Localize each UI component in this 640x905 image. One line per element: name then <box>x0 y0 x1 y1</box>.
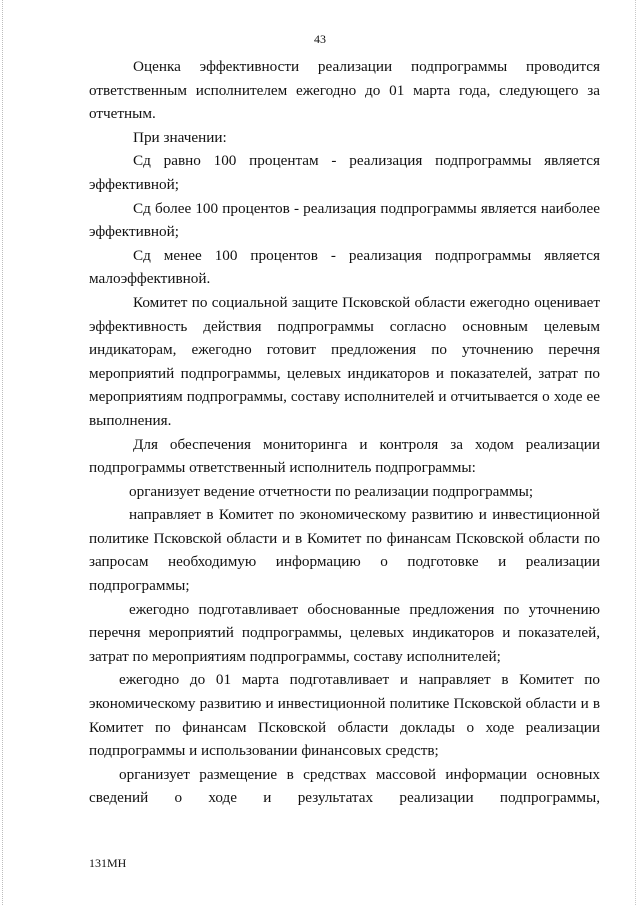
scan-edge-left <box>2 0 4 905</box>
list-item-reporting: организует ведение отчетности по реализации подпрограммы; <box>129 482 534 500</box>
list-item-media: организует размещение в средствах массовой информации основных сведений о ходе и результатах реализации подпрограммы, <box>89 765 600 807</box>
paragraph-value-more: Сд более 100 процентов - реализация подпрограммы является наиболее эффективной; <box>89 199 600 241</box>
list-item-reports: ежегодно до 01 марта подготавливает и направляет в Комитет по экономическому развитию и инвестиционной политике Псковской области и в Комитет по финансам Псковской области доклады о ходе реализации подпрограммы и использовании финансовых средств; <box>89 671 600 760</box>
paragraph-value-equal: Сд равно 100 процентам - реализация подпрограммы является эффективной; <box>89 152 600 193</box>
document-body <box>89 55 600 810</box>
scan-edge-right <box>635 0 637 905</box>
paragraph-monitoring: Для обеспечения мониторинга и контроля за ходом реализации подпрограммы ответственный исполнитель подпрограммы: <box>89 435 600 477</box>
paragraph-evaluation: Оценка эффективности реализации подпрограммы проводится ответственным исполнителем ежегодно до 01 марта года, следующего за отчетным. <box>89 58 600 123</box>
paragraph-values-intro: При значении: <box>133 128 227 146</box>
paragraph-committee: Комитет по социальной защите Псковской области ежегодно оценивает эффективность действия подпрограммы согласно основным целевым индикаторам, ежегодно готовит предложения по уточнению перечня мероприятий подпрограммы, целевых индикаторов и показателей, затрат по мероприятиям подпрограммы, составу исполнителей и отчитывается о ходе ее выполнения. <box>89 293 600 429</box>
list-item-proposals: ежегодно подготавливает обоснованные предложения по уточнению перечня мероприятий подпрограммы, целевых индикаторов и показателей, затрат по мероприятиям подпрограммы, составу исполнителей; <box>89 600 600 665</box>
paragraph-value-less: Сд менее 100 процентов - реализация подпрограммы является малоэффективной. <box>89 246 600 288</box>
list-item-sends-info: направляет в Комитет по экономическому развитию и инвестиционной политике Псковской области и в Комитет по финансам Псковской области по запросам необходимую информацию о подготовке и реализации подпрограммы; <box>89 506 600 595</box>
footer-code: 131МН <box>89 856 127 870</box>
page-number: 43 <box>314 32 326 46</box>
